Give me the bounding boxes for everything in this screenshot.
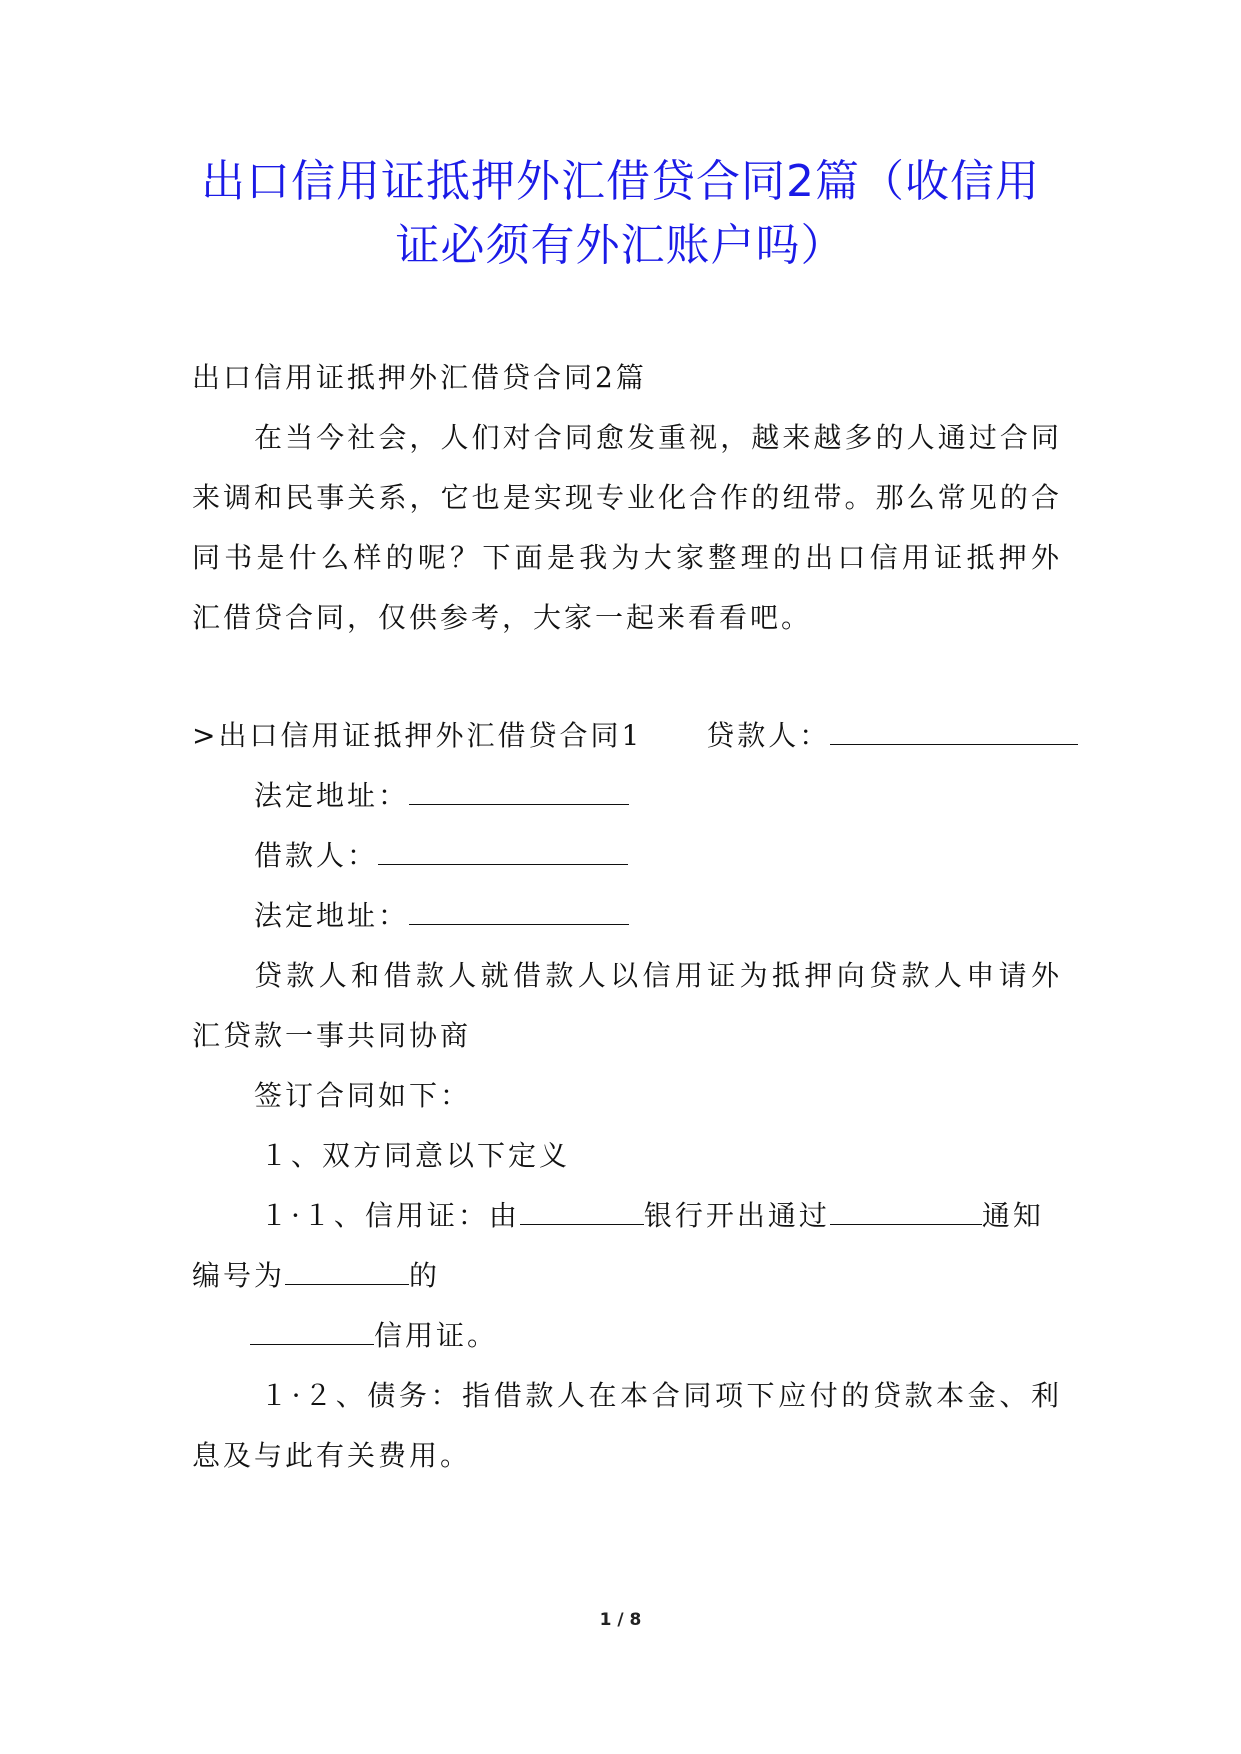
advising-blank: [830, 1196, 982, 1225]
intro-line-2: 来调和民事关系，它也是实现专业化合作的纽带。那么常见的合: [192, 481, 1062, 514]
credit-blank: [250, 1316, 374, 1345]
para1-line-2: 汇贷款一事共同协商: [192, 1019, 472, 1052]
clause-1-1-number-label: 编号为: [192, 1259, 286, 1292]
lender-address-label: 法定地址：: [254, 779, 410, 812]
borrower-blank: [378, 836, 628, 865]
intro-line-3: 同书是什么样的呢？下面是我为大家整理的出口信用证抵押外: [192, 541, 1062, 574]
clause-1-1-line-3: [250, 1316, 1120, 1356]
para2: 签订合同如下：: [254, 1079, 472, 1112]
clause-1-2-line-2: 息及与此有关费用。: [192, 1439, 472, 1472]
page-number: 1 / 8: [599, 1610, 642, 1630]
lender-address-row: [254, 776, 1062, 816]
borrower-label: 借款人：: [254, 839, 379, 872]
borrower-address-blank: [409, 896, 629, 925]
lender-address-blank: [409, 776, 629, 805]
bank-blank: [520, 1196, 644, 1225]
subtitle: 出口信用证抵押外汇借贷合同2篇: [192, 361, 647, 394]
clause-1-1-line-1: [260, 1196, 1062, 1236]
clause-1-1-suffix: 通知: [981, 1199, 1044, 1232]
contract1-heading: >出口信用证抵押外汇借贷合同1: [192, 719, 643, 752]
clause-1-2-line-1: １·２、债务：指借款人在本合同项下应付的贷款本金、利: [260, 1379, 1062, 1412]
clause-1-1-mid: 银行开出通过: [643, 1199, 830, 1232]
clause-1: １、双方同意以下定义: [260, 1139, 571, 1172]
borrower-address-row: [254, 896, 1062, 936]
borrower-address-label: 法定地址：: [254, 899, 410, 932]
intro-line-1: 在当今社会，人们对合同愈发重视，越来越多的人通过合同: [254, 421, 1062, 454]
title-line-2: 证必须有外汇账户吗）: [395, 220, 846, 271]
number-blank: [285, 1256, 409, 1285]
clause-1-1-line-3-suffix: 信用证。: [374, 1319, 499, 1352]
title-line-1: 出口信用证抵押外汇借贷合同2篇（收信用: [201, 156, 1040, 207]
lender-label: 贷款人：: [706, 719, 831, 752]
clause-1-1-prefix: １·１、信用证：由: [260, 1199, 520, 1232]
document-title: [150, 150, 1091, 278]
lender-blank: [830, 716, 1078, 745]
para1-line-1: 贷款人和借款人就借款人以信用证为抵押向贷款人申请外: [254, 959, 1062, 992]
clause-1-1-line-2: [192, 1256, 1062, 1296]
clause-1-1-line-2-suffix: 的: [409, 1259, 441, 1292]
borrower-row: [254, 836, 1062, 876]
intro-line-4: 汇借贷合同，仅供参考，大家一起来看看吧。: [192, 601, 813, 634]
contract1-heading-row: [192, 716, 1062, 756]
